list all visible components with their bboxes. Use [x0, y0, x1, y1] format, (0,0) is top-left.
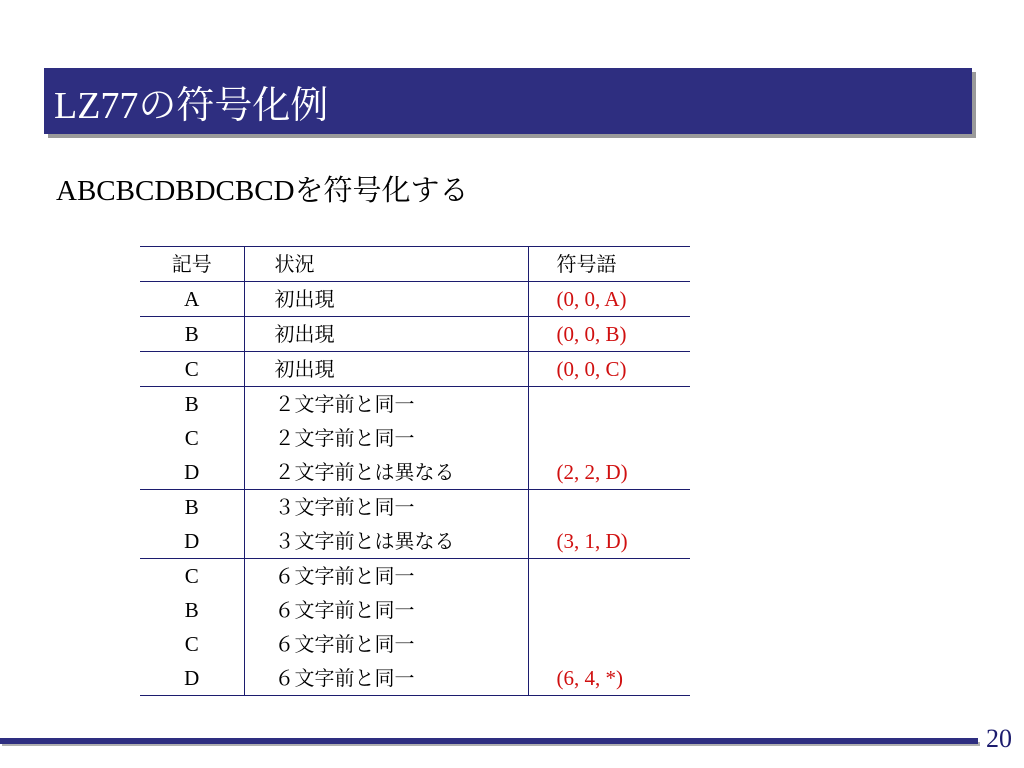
cell-symbol: C: [140, 421, 244, 455]
cell-situation: ６文字前と同一: [244, 627, 528, 661]
table-row: [140, 317, 690, 352]
cell-situation: ６文字前と同一: [244, 661, 528, 696]
table-header-row: [140, 247, 690, 282]
table-row: [140, 282, 690, 317]
cell-codeword: [528, 593, 690, 627]
table-row: [140, 627, 690, 661]
cell-symbol: A: [140, 282, 244, 317]
cell-situation: ２文字前と同一: [244, 387, 528, 422]
cell-symbol: D: [140, 455, 244, 490]
cell-situation: ３文字前とは異なる: [244, 524, 528, 559]
cell-situation: ６文字前と同一: [244, 593, 528, 627]
cell-symbol: C: [140, 627, 244, 661]
footer-rule: [0, 738, 978, 744]
cell-codeword: [528, 421, 690, 455]
cell-codeword: (0, 0, B): [528, 317, 690, 352]
page-number: 20: [986, 724, 1012, 753]
cell-situation: ３文字前と同一: [244, 490, 528, 525]
cell-codeword: (2, 2, D): [528, 455, 690, 490]
cell-symbol: D: [140, 524, 244, 559]
encoding-table: [140, 246, 690, 696]
cell-symbol: B: [140, 490, 244, 525]
cell-symbol: B: [140, 593, 244, 627]
cell-symbol: C: [140, 352, 244, 387]
table-body: [140, 282, 690, 696]
encoding-table-container: [140, 246, 690, 696]
cell-codeword: [528, 627, 690, 661]
table-row: [140, 524, 690, 559]
cell-codeword: [528, 559, 690, 594]
cell-codeword: [528, 490, 690, 525]
slide-title: LZ77の符号化例: [54, 84, 329, 127]
cell-situation: 初出現: [244, 317, 528, 352]
table-row: [140, 490, 690, 525]
cell-symbol: B: [140, 387, 244, 422]
cell-situation: ２文字前と同一: [244, 421, 528, 455]
table-row: [140, 559, 690, 594]
cell-codeword: (3, 1, D): [528, 524, 690, 559]
cell-situation: 初出現: [244, 282, 528, 317]
table-row: [140, 455, 690, 490]
header-symbol: 記号: [140, 247, 244, 282]
cell-symbol: C: [140, 559, 244, 594]
cell-situation: 初出現: [244, 352, 528, 387]
cell-codeword: (0, 0, A): [528, 282, 690, 317]
cell-situation: ２文字前とは異なる: [244, 455, 528, 490]
table-row: [140, 421, 690, 455]
title-bar: [44, 68, 972, 134]
table-row: [140, 661, 690, 696]
cell-situation: ６文字前と同一: [244, 559, 528, 594]
table-row: [140, 593, 690, 627]
table-row: [140, 387, 690, 422]
header-situation: 状況: [244, 247, 528, 282]
cell-symbol: D: [140, 661, 244, 696]
table-row: [140, 352, 690, 387]
slide-subtitle: ABCBCDBDCBCDを符号化する: [56, 175, 469, 207]
cell-codeword: (0, 0, C): [528, 352, 690, 387]
cell-codeword: [528, 387, 690, 422]
cell-codeword: (6, 4, *): [528, 661, 690, 696]
header-codeword: 符号語: [528, 247, 690, 282]
cell-symbol: B: [140, 317, 244, 352]
